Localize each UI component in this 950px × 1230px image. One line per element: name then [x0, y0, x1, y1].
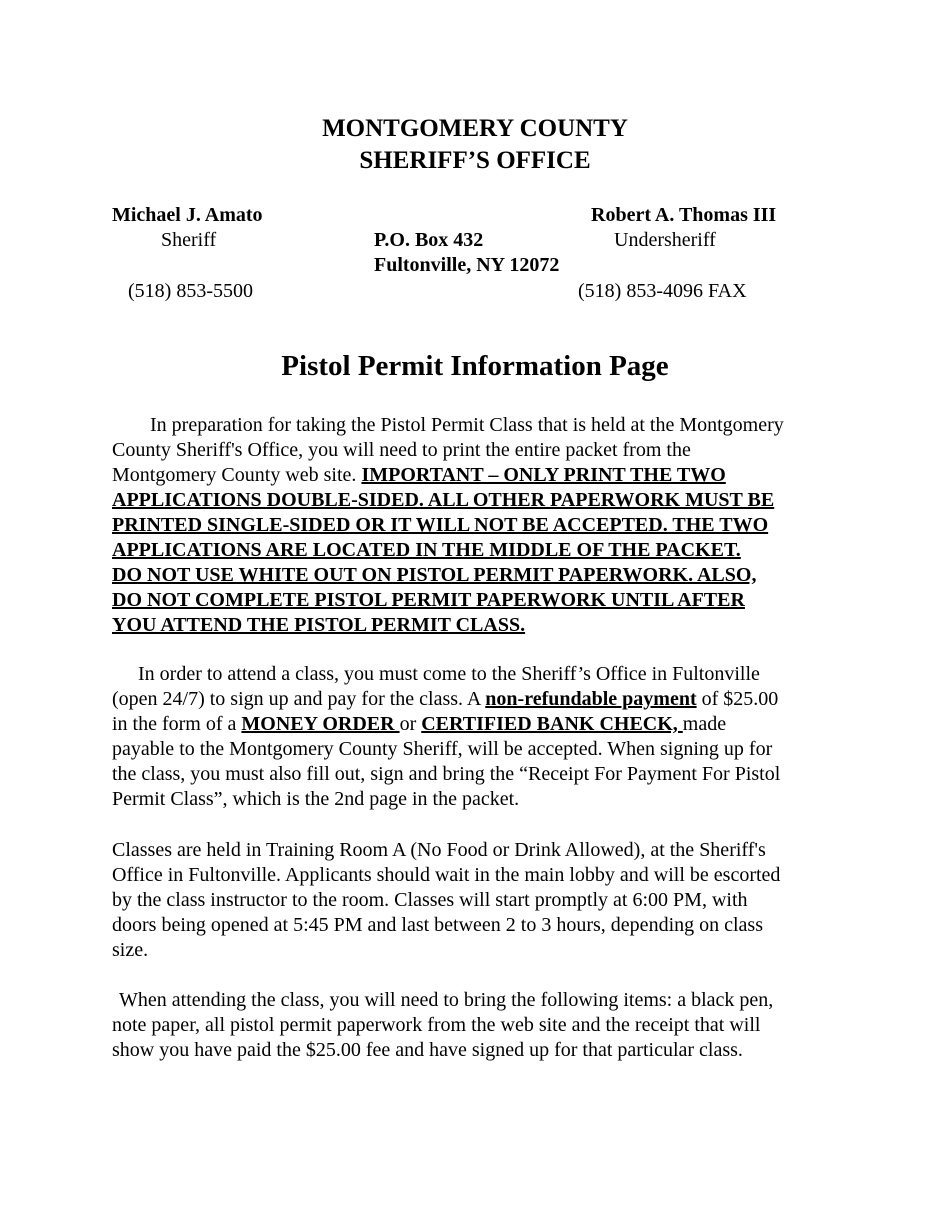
- certified-check-emphasis: CERTIFIED BANK CHECK,: [421, 713, 683, 735]
- non-refundable-emphasis: non-refundable payment: [485, 688, 697, 710]
- paragraph-text: Montgomery County web site.: [112, 464, 362, 486]
- paragraph-line: payable to the Montgomery County Sheriff, will be accepted. When signing up for: [112, 738, 773, 760]
- paragraph-line: size.: [112, 939, 149, 961]
- important-notice: DO NOT USE WHITE OUT ON PISTOL PERMIT PAPERWORK. ALSO,: [112, 564, 757, 586]
- office-phone: (518) 853-5500: [128, 280, 253, 302]
- paragraph-line: [112, 712, 852, 737]
- paragraph-line: [112, 687, 852, 712]
- paragraph-line: [112, 463, 852, 488]
- paragraph-print-instructions: [112, 413, 852, 638]
- important-notice: IMPORTANT – ONLY PRINT THE TWO: [361, 464, 726, 486]
- paragraph-payment: [112, 662, 852, 812]
- paragraph-text: of $25.00: [696, 688, 779, 710]
- paragraph-line: by the class instructor to the room. Classes will start promptly at 6:00 PM, with: [112, 889, 748, 911]
- office-title-line1: MONTGOMERY COUNTY: [322, 115, 628, 142]
- paragraph-items-to-bring: [112, 988, 852, 1063]
- important-notice: YOU ATTEND THE PISTOL PERMIT CLASS.: [112, 614, 526, 636]
- sheriff-title: Sheriff: [161, 229, 217, 251]
- paragraph-line: Classes are held in Training Room A (No Food or Drink Allowed), at the Sheriff's: [112, 839, 766, 861]
- paragraph-line: show you have paid the $25.00 fee and have signed up for that particular class.: [112, 1039, 743, 1061]
- page-heading: Pistol Permit Information Page: [281, 350, 669, 382]
- important-notice: PRINTED SINGLE-SIDED OR IT WILL NOT BE ACCEPTED. THE TWO: [112, 514, 769, 536]
- paragraph-line: doors being opened at 5:45 PM and last between 2 to 3 hours, depending on class: [112, 914, 763, 936]
- sheriff-name: Michael J. Amato: [112, 204, 263, 226]
- paragraph-line: In order to attend a class, you must come to the Sheriff’s Office in Fultonville: [138, 663, 760, 685]
- paragraph-line: Office in Fultonville. Applicants should wait in the main lobby and will be escorted: [112, 864, 781, 886]
- important-notice: APPLICATIONS DOUBLE-SIDED. ALL OTHER PAPERWORK MUST BE: [112, 489, 775, 511]
- undersheriff-name: Robert A. Thomas III: [591, 204, 777, 226]
- paragraph-text: made: [682, 713, 727, 735]
- money-order-emphasis: MONEY ORDER: [241, 713, 400, 735]
- paragraph-text: or: [399, 713, 422, 735]
- important-notice: DO NOT COMPLETE PISTOL PERMIT PAPERWORK UNTIL AFTER: [112, 589, 745, 611]
- undersheriff-title: Undersheriff: [614, 229, 716, 251]
- paragraph-line: When attending the class, you will need to bring the following items: a black pen,: [119, 989, 774, 1011]
- important-notice: APPLICATIONS ARE LOCATED IN THE MIDDLE OF THE PACKET.: [112, 539, 741, 561]
- paragraph-line: Permit Class”, which is the 2nd page in the packet.: [112, 788, 520, 810]
- office-city: Fultonville, NY 12072: [374, 254, 560, 276]
- office-fax: (518) 853-4096 FAX: [578, 280, 747, 302]
- office-title-line2: SHERIFF’S OFFICE: [359, 147, 591, 174]
- paragraph-text: (open 24/7) to sign up and pay for the class. A: [112, 688, 486, 710]
- paragraph-class-location: [112, 838, 852, 963]
- paragraph-text: in the form of a: [112, 713, 242, 735]
- paragraph-line: note paper, all pistol permit paperwork from the web site and the receipt that will: [112, 1014, 761, 1036]
- paragraph-line: In preparation for taking the Pistol Permit Class that is held at the Montgomery: [150, 414, 784, 436]
- po-box: P.O. Box 432: [374, 229, 484, 251]
- paragraph-line: the class, you must also fill out, sign and bring the “Receipt For Payment For Pistol: [112, 763, 781, 785]
- paragraph-line: County Sheriff's Office, you will need to print the entire packet from the: [112, 439, 691, 461]
